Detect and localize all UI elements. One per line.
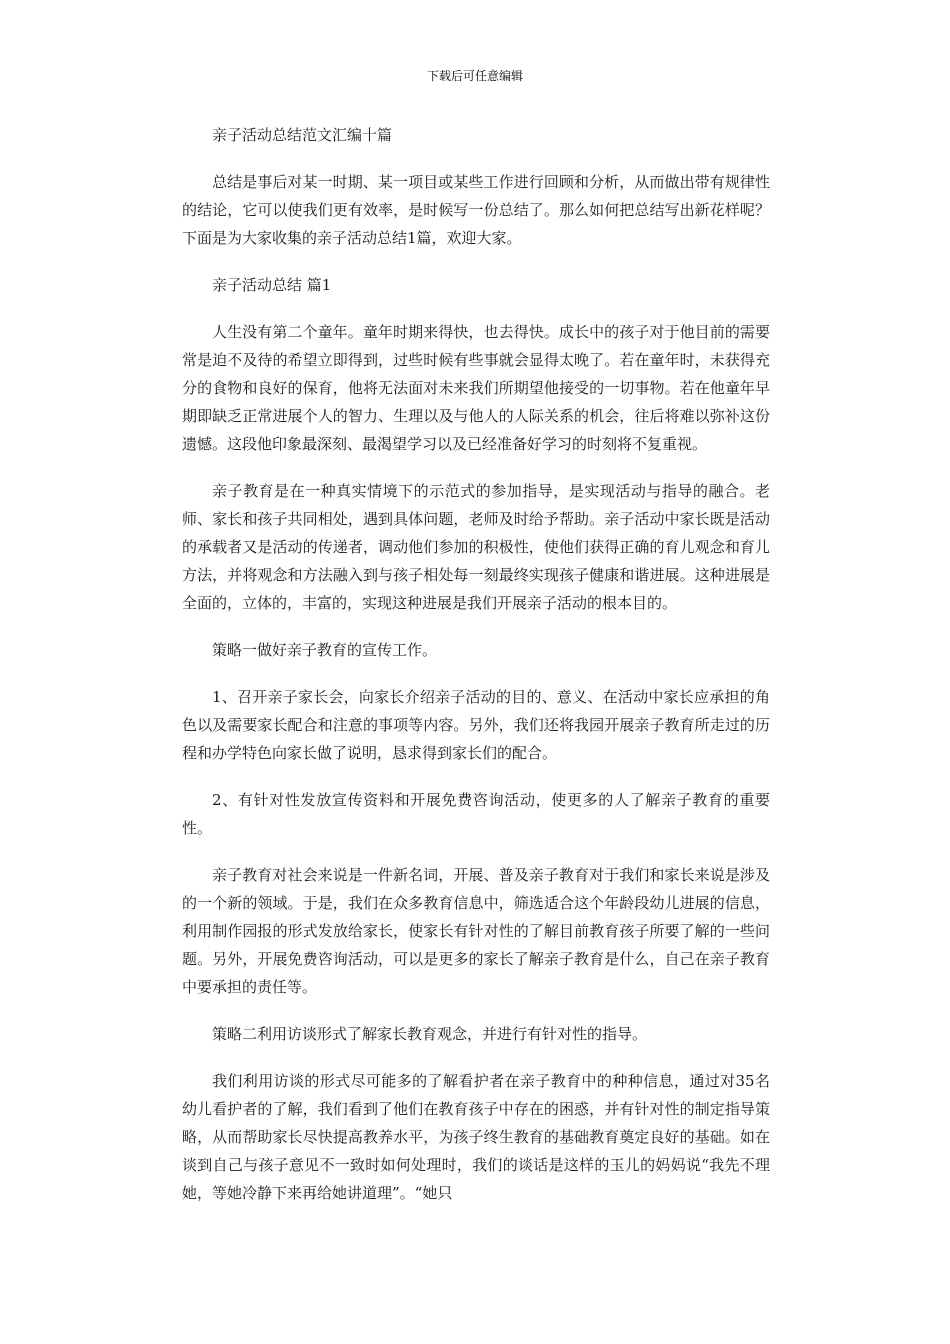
section-heading: 亲子活动总结 篇1 — [212, 276, 332, 294]
list-item: 2、有针对性发放宣传资料和开展免费咨询活动，使更多的人了解亲子教育的重要性。 — [182, 791, 770, 837]
strategy-heading: 策略一做好亲子教育的宣传工作。 — [212, 641, 438, 659]
body-paragraph: 亲子教育对社会来说是一件新名词，开展、普及亲子教育对于我们和家长来说是涉及的一个新的领域。于是，我们在众多教育信息中，筛选适合这个年龄段幼儿进展的信息，利用制作园报的形式发放给家长，使家长有针对性的了解目前教育孩子所要了解的一些问题。另外，开展免费咨询活动，可以是更多的家长了解亲子教育是什么，自己在亲子教育中要承担的责任等。 — [182, 866, 770, 996]
intro-paragraph: 总结是事后对某一时期、某一项目或某些工作进行回顾和分析，从而做出带有规律性的结论，它可以使我们更有效率，是时候写一份总结了。那么如何把总结写出新花样呢？下面是为大家收集的亲子活动总结1篇，欢迎大家。 — [182, 173, 770, 247]
document-body — [182, 121, 770, 1226]
body-paragraph: 人生没有第二个童年。童年时期来得快，也去得快。成长中的孩子对于他目前的需要常是迫不及待的希望立即得到，过些时候有些事就会显得太晚了。若在童年时，未获得充分的食物和良好的保育，他将无法面对未来我们所期望他接受的一切事物。若在他童年早期即缺乏正常进展个人的智力、生理以及与他人的人际关系的机会，往后将难以弥补这份遗憾。这段他印象最深刻、最渴望学习以及已经准备好学习的时刻将不复重视。 — [182, 323, 770, 453]
body-paragraph: 亲子教育是在一种真实情境下的示范式的参加指导，是实现活动与指导的融合。老师、家长和孩子共同相处，遇到具体问题，老师及时给予帮助。亲子活动中家长既是活动的承载者又是活动的传递者，调动他们参加的积极性，使他们获得正确的育儿观念和育儿方法，并将观念和方法融入到与孩子相处每一刻最终实现孩子健康和谐进展。这种进展是全面的，立体的，丰富的，实现这种进展是我们开展亲子活动的根本目的。 — [182, 482, 770, 612]
body-paragraph: 我们利用访谈的形式尽可能多的了解看护者在亲子教育中的种种信息，通过对35名幼儿看护者的了解，我们看到了他们在教育孩子中存在的困惑，并有针对性的制定指导策略，从而帮助家长尽快提高教养水平，为孩子终生教育的基础教育奠定良好的基础。如在谈到自己与孩子意见不一致时如何处理时，我们的谈话是这样的玉儿的妈妈说“我先不理她，等她冷静下来再给她讲道理”。“她只 — [182, 1072, 770, 1202]
strategy-heading: 策略二利用访谈形式了解家长教育观念，并进行有针对性的指导。 — [212, 1025, 648, 1043]
header-note: 下载后可任意编辑 — [426, 69, 523, 83]
list-item: 1、召开亲子家长会，向家长介绍亲子活动的目的、意义、在活动中家长应承担的角色以及需要家长配合和注意的事项等内容。另外，我们还将我园开展亲子教育所走过的历程和办学特色向家长做了说明，恳求得到家长们的配合。 — [182, 688, 770, 762]
document-title: 亲子活动总结范文汇编十篇 — [212, 126, 393, 144]
